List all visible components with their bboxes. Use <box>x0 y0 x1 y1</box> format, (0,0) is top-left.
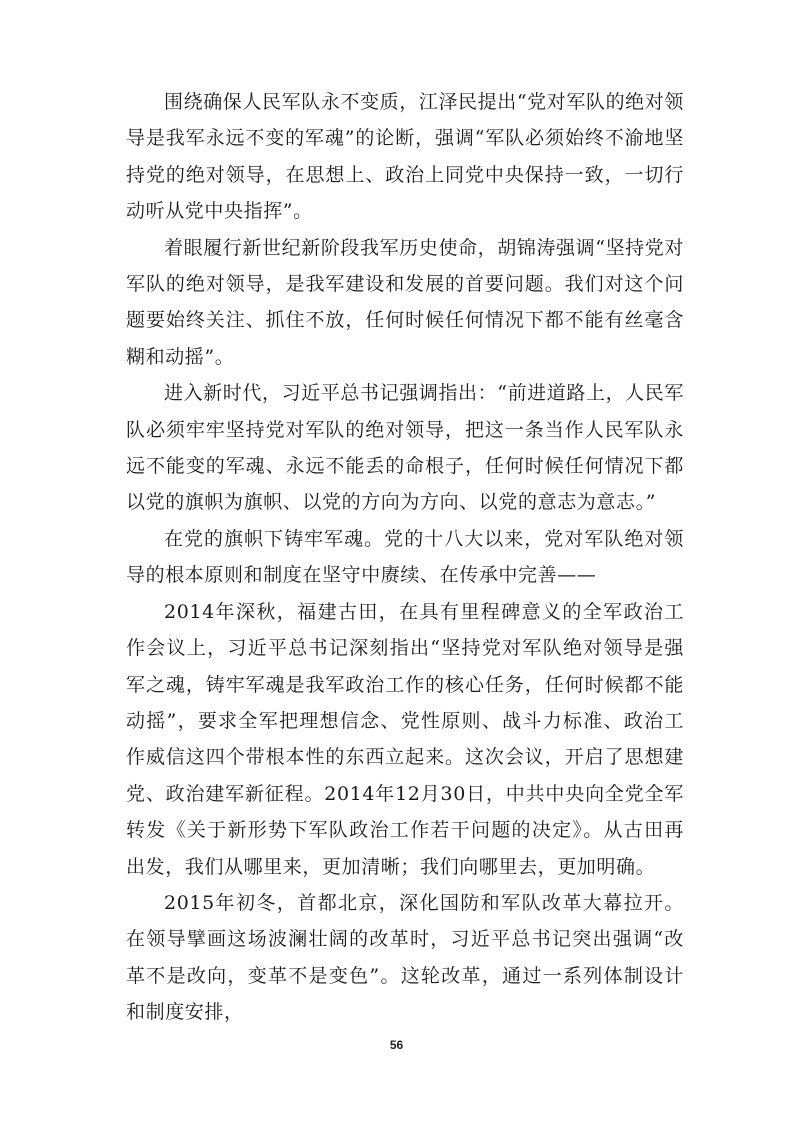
body-text <box>126 84 684 1031</box>
page-number: 56 <box>389 1038 404 1052</box>
paragraph-2: 着眼履行新世纪新阶段我军历史使命，胡锦涛强调“坚持党对军队的绝对领导，是我军建设和发展的首要问题。我们对这个问题要始终关注、抓住不放，任何时候任何情况下都不能有丝毫含糊和动摇”。 <box>126 236 684 368</box>
paragraph-3: 进入新时代，习近平总书记强调指出：“前进道路上，人民军队必须牢牢坚持党对军队的绝对领导，把这一条当作人民军队永远不能变的军魂、永远不能丢的命根子，任何时候任何情况下都以党的旗帜为旗帜、以党的方向为方向、以党的意志为意志。” <box>126 382 684 514</box>
paragraph-1: 围绕确保人民军队永不变质，江泽民提出“党对军队的绝对领导是我军永远不变的军魂”的论断，强调“军队必须始终不渝地坚持党的绝对领导，在思想上、政治上同党中央保持一致，一切行动听从党中央指挥”。 <box>126 91 684 223</box>
paragraph-5: 2014年深秋，福建古田，在具有里程碑意义的全军政治工作会议上，习近平总书记深刻指出“坚持党对军队绝对领导是强军之魂，铸牢军魂是我军政治工作的核心任务，任何时候都不能动摇”，要求全军把理想信念、党性原则、战斗力标准、政治工作威信这四个带根本性的东西立起来。这次会议，开启了思想建党、政治建军新征程。2014年12月30日，中共中央向全党全军转发《关于新形势下军队政治工作若干问题的决定》。从古田再出发，我们从哪里来，更加清晰；我们向哪里去，更加明确。 <box>126 600 684 878</box>
paragraph-4: 在党的旗帜下铸牢军魂。党的十八大以来，党对军队绝对领导的根本原则和制度在坚守中赓续、在传承中完善—— <box>126 527 684 587</box>
paragraph-6: 2015年初冬，首都北京，深化国防和军队改革大幕拉开。在领导擘画这场波澜壮阔的改革时，习近平总书记突出强调“改革不是改向，变革不是变色”。这轮改革，通过一系列体制设计和制度安排， <box>126 891 684 1024</box>
